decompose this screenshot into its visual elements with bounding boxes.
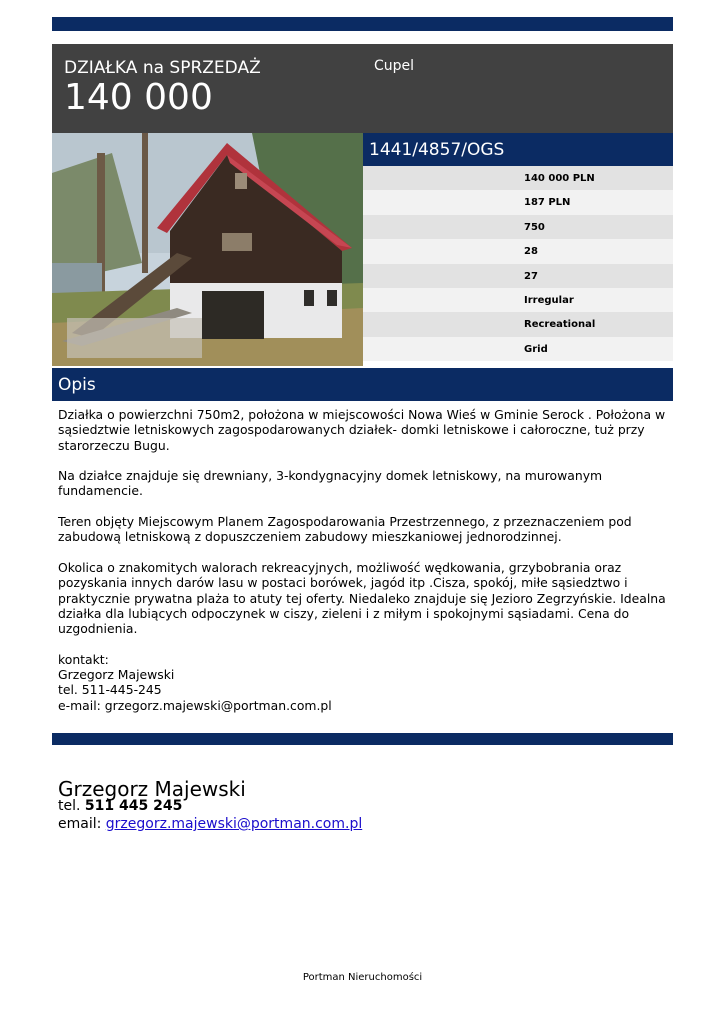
footer-company: Portman Nieruchomości [302,972,423,983]
description-line: uzgodnienia. [58,621,138,637]
description-line: e-mail: grzegorz.majewski@portman.com.pl [58,697,332,713]
top-accent-bar [52,17,673,31]
reference-number-box [363,133,673,166]
agent-name: Grzegorz Majewski [58,777,246,801]
description-line: pozyskania innych darów lasu w postaci borówek, jagód itp .Cisza, spokój, miłe sąsiedztwo i [58,575,628,591]
details-value: Grid [524,343,548,355]
description-paragraph [58,468,670,499]
description-paragraph [58,514,670,545]
details-table [363,166,673,361]
agent-phone-line [58,798,182,814]
details-row [363,215,673,239]
description-line: praktycznie prywatna plaża to atuty tej oferty. Niedaleko znajduje się Jezioro Zegrzyńskie. Idealna [58,590,666,606]
description-paragraph [58,560,670,636]
details-value: 187 PLN [524,197,571,209]
details-row [363,166,673,190]
details-value: Recreational [524,319,596,331]
property-photo [52,133,363,366]
description-line: kontakt: [58,651,109,667]
listing-type-label: DZIAŁKA na SPRZEDAŻ [64,58,261,78]
description-text [58,407,670,728]
listing-price: 140 000 [64,77,213,118]
agent-phone: 511 445 245 [84,798,183,814]
listing-location: Cupel [374,58,415,74]
description-line: starorzeczu Bugu. [58,437,170,453]
details-value: 27 [524,270,538,282]
details-row [363,312,673,336]
agent-email-label: email: [58,816,102,832]
agent-email-line [58,816,362,832]
description-heading: Opis [58,375,96,395]
details-value: Irregular [524,294,574,306]
description-paragraph [58,407,670,453]
details-row [363,190,673,214]
description-line: Na działce znajduje się drewniany, 3-kondygnacyjny domek letniskowy, na murowanym [58,468,603,484]
section-divider-bar [52,733,673,745]
contact-paragraph [58,652,670,713]
details-value: 750 [524,221,545,233]
details-row [363,239,673,263]
description-line: działka dla lubiących odpoczynek w ciszy, zieleni i z miłym i spokojnymi sąsiadami. Cena do [58,605,630,621]
description-heading-bar [52,368,673,401]
description-line: sąsiedztwie letniskowych zagospodarowanych działek- domki letniskowe i całoroczne, tuż przy [58,422,645,438]
reference-number: 1441/4857/OGS [369,140,505,160]
details-row [363,288,673,312]
description-line: tel. 511-445-245 [58,682,162,698]
description-line: Teren objęty Miejscowym Planem Zagospodarowania Przestrzennego, z przeznaczeniem pod [58,514,632,530]
listing-header [52,44,673,133]
details-value: 28 [524,246,538,258]
description-line: Działka o powierzchni 750m2, położona w miejscowości Nowa Wieś w Gminie Serock . Położona w [58,407,666,422]
description-line: Grzegorz Majewski [58,667,175,683]
details-row [363,264,673,288]
description-line: zabudową letniskową z dopuszczeniem zabudowy mieszkaniowej jednorodzinnej. [58,529,562,545]
description-line: fundamencie. [58,483,143,499]
details-value: 140 000 PLN [524,173,595,184]
description-line: Okolica o znakomitych walorach rekreacyjnych, możliwość wędkowania, grzybobrania oraz [58,559,622,575]
details-row [363,337,673,361]
agent-phone-label: tel. [58,798,81,814]
agent-email-link[interactable]: grzegorz.majewski@portman.com.pl [105,816,363,832]
